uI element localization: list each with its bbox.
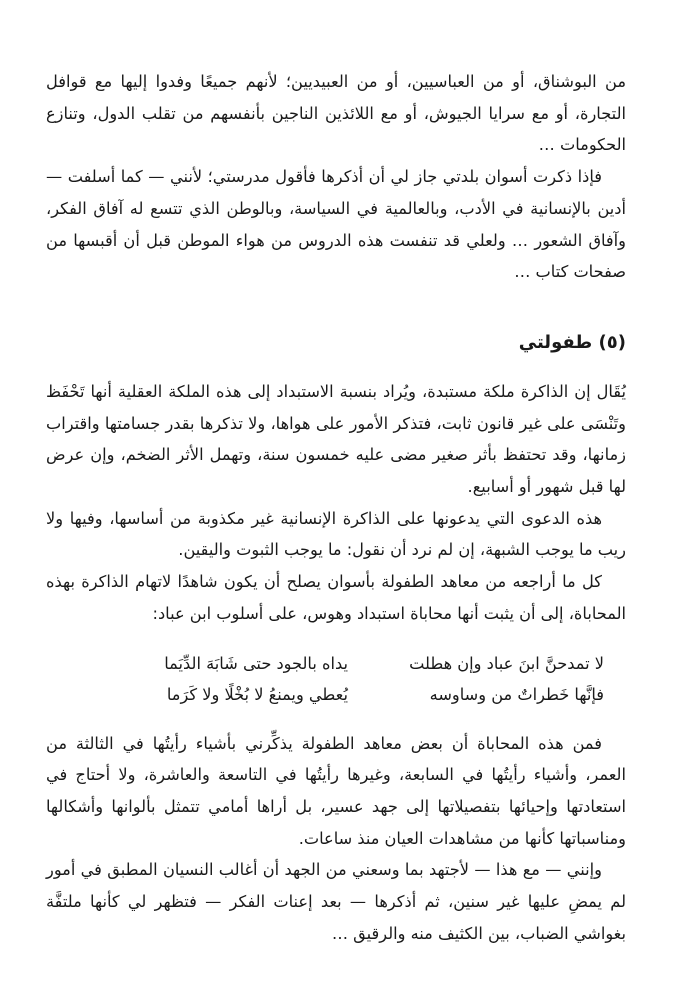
poem-hemistich-first: فإنَّها خَطراتٌ من وساوسه [429, 684, 604, 704]
paragraph-forgetting: وإنني — مع هذا — لأجتهد بما وسعني من الجهد أن أغالب النسيان المطبق في أمور لم يمضِ عليها غير سنين، ثم أذكرها — بعد إعنات الفكر — فتظهر لي كأنها ملتفَّة بغواشي الضباب، بين الكثيف منه والرقيق … [46, 860, 626, 943]
paragraph-favoritism: كل ما أراجعه من معاهد الطفولة بأسوان يصلح أن يكون شاهدًا لاتهام الذاكرة بهذه المحاباة، إلى أن يثبت أنها محاباة استبداد وهوس، على أسلوب ابن عباد: [46, 572, 626, 623]
paragraph-aswan-school: فإذا ذكرت أسوان بلدتي جاز لي أن أذكرها فأقول مدرستي؛ لأنني — كما أسلفت — أدين بالإنسانية في الأدب، وبالعالمية في السياسة، وبالوطن الذي تتسع له آفاق الفكر، وآفاق الشعور … ولعلي قد تنفست هذه الدروس من هواء الموطن قبل أن أقبسها من صفحات كتاب … [46, 167, 626, 282]
paragraph-claim: هذه الدعوى التي يدعونها على الذاكرة الإنسانية غير مكذوبة من أساسها، وفيها ولا ريب ما يوجب الشبهة، إن لم نرد أن نقول: ما يوجب الثبوت واليقين. [46, 508, 626, 560]
paragraph-continuation: من البوشناق، أو من العباسيين، أو من العبيديين؛ لأنهم جميعًا وفدوا إليها مع قوافل التجارة، أو مع سرايا الجيوش، أو مع اللائذين الناجين بأنفسهم من تقلب الدول، وتنازع الحكومات … [46, 72, 626, 155]
section-heading: (٥) طفولتي [518, 331, 626, 353]
paragraph-childhood-memories: فمن هذه المحاباة أن بعض معاهد الطفولة يذكِّرني بأشياء رأيتُها في الثالثة من العمر، وأشياء رأيتُها في السابعة، وغيرها رأيتُها في التاسعة والعاشرة، ولا أحتاج في استعادتها وإحيائها بتفصيلاتها إلى جهد عسير، بل أراها أمامي تتمثل بألوانها وأشكالها ومناسباتها كأنها من مشاهدات العيان منذ ساعات. [46, 733, 626, 848]
poem-hemistich-second: يُعطي ويمنعُ لا بُخْلًا ولا كَرَما [166, 684, 348, 704]
poem-verse [46, 648, 604, 679]
poem-block [46, 648, 626, 710]
poem-verse [46, 679, 604, 710]
poem-hemistich-first: لا تمدحنَّ ابنَ عباد وإن هطلت [409, 653, 604, 673]
poem-hemistich-second: يداه بالجود حتى شَابَهَ الدِّيَما [164, 653, 348, 673]
paragraph-memory-tyrant: يُقَال إن الذاكرة ملكة مستبدة، ويُراد بنسبة الاستبداد إلى هذه الملكة العقلية أنها تَحْفَظ وتَنْسَى على غير قانون ثابت، فتذكر الأمور على هواها، ولا تذكرها بقدر جسامتها واقتراب زمانها، وقد تحتفظ بأثر صغير مضى عليه خمسون سنة، وتهمل الأثر الضخم، وإن عرض لها قبل شهور أو أسابيع. [46, 381, 626, 497]
section-spacer [46, 288, 626, 328]
